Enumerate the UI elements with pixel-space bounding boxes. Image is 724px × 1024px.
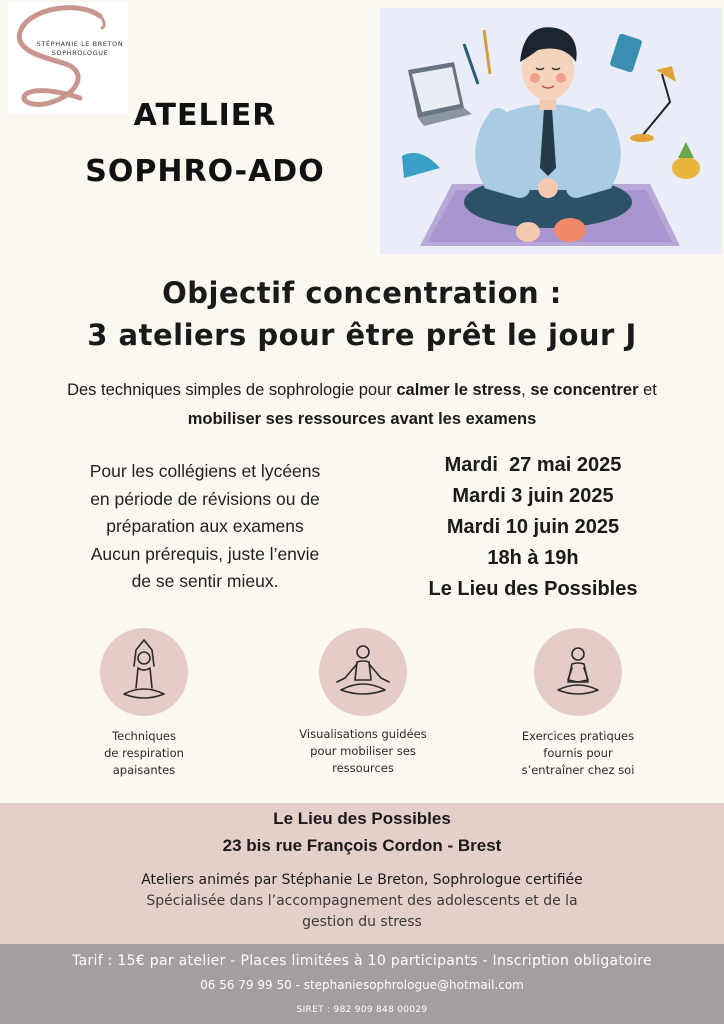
feature-label-line: ressources bbox=[332, 761, 394, 775]
host-info bbox=[60, 870, 664, 933]
feature-label-line: fournis pour bbox=[543, 746, 613, 760]
host-line-2: Spécialisée dans l’accompagnement des adolescents et de la bbox=[146, 893, 578, 909]
schedule-date-2: Mardi 3 juin 2025 bbox=[452, 485, 614, 507]
breathing-pose-icon bbox=[100, 628, 188, 716]
title-line-1: ATELIER bbox=[133, 98, 277, 133]
feature-label-line: Techniques bbox=[112, 729, 176, 743]
logo-subtitle: SOPHROLOGUE bbox=[51, 49, 109, 57]
audience-line: préparation aux examens bbox=[106, 516, 304, 536]
venue bbox=[0, 805, 724, 859]
logo-text bbox=[32, 40, 128, 58]
host-line-1: Ateliers animés par Stéphanie Le Breton, Sophrologue certifiée bbox=[141, 872, 583, 888]
intro-text-1: Des techniques simples de sophrologie pour bbox=[67, 381, 397, 399]
footer-siret: SIRET : 982 909 848 00029 bbox=[296, 1005, 428, 1015]
seated-relax-icon bbox=[534, 628, 622, 716]
footer-tarif: Tarif : 15€ par atelier - Places limitées à 10 participants - Inscription obligatoire bbox=[72, 953, 652, 969]
title-line-2: SOPHRO-ADO bbox=[85, 154, 325, 189]
schedule-time: 18h à 19h bbox=[487, 547, 579, 569]
host-line-3: gestion du stress bbox=[302, 914, 422, 930]
page-title bbox=[60, 88, 350, 200]
meditating-student-icon bbox=[380, 8, 722, 254]
intro-text-3: et bbox=[638, 381, 657, 399]
feature-label-line: Visualisations guidées bbox=[299, 727, 427, 741]
feature-label bbox=[273, 726, 453, 777]
feature-label-line: Exercices pratiques bbox=[521, 729, 635, 743]
meditation-pose-icon bbox=[319, 628, 407, 716]
headline-line-1: Objectif concentration : bbox=[162, 276, 562, 310]
feature-label-line: s’entraîner chez soi bbox=[521, 763, 635, 777]
schedule-date-1: Mardi 27 mai 2025 bbox=[444, 454, 622, 476]
intro-text-2: , bbox=[521, 381, 531, 399]
feature-label bbox=[54, 728, 234, 779]
logo-name: STÉPHANIE LE BRETON bbox=[36, 40, 124, 48]
feature-exercises bbox=[488, 628, 668, 779]
intro-bold-3: mobiliser ses ressources avant les examens bbox=[187, 410, 537, 428]
feature-label bbox=[488, 728, 668, 779]
audience-line: Pour les collégiens et lycéens bbox=[89, 461, 321, 481]
feature-circle bbox=[534, 628, 622, 716]
feature-breathing bbox=[54, 628, 234, 779]
footer-contact: 06 56 79 99 50 - stephaniesophrologue@hotmail.com bbox=[200, 978, 524, 992]
feature-label-line: pour mobiliser ses bbox=[310, 744, 416, 758]
feature-circle bbox=[100, 628, 188, 716]
audience-text bbox=[40, 458, 370, 596]
headline bbox=[0, 272, 724, 356]
venue-address: 23 bis rue François Cordon - Brest bbox=[222, 836, 502, 855]
feature-label-line: apaisantes bbox=[112, 763, 176, 777]
headline-line-2: 3 ateliers pour être prêt le jour J bbox=[87, 318, 637, 352]
schedule bbox=[400, 450, 666, 605]
schedule-place: Le Lieu des Possibles bbox=[428, 578, 638, 600]
intro-bold-1: calmer le stress bbox=[396, 381, 522, 399]
audience-line: en période de révisions ou de bbox=[90, 488, 320, 509]
intro-bold-2: se concentrer bbox=[530, 381, 639, 399]
feature-circle bbox=[319, 628, 407, 716]
feature-label-line: de respiration bbox=[104, 746, 184, 760]
schedule-date-3: Mardi 10 juin 2025 bbox=[446, 516, 620, 538]
intro-text bbox=[60, 376, 664, 434]
audience-line: Aucun prérequis, juste l’envie bbox=[90, 543, 320, 564]
audience-line: de se sentir mieux. bbox=[131, 571, 279, 591]
venue-name: Le Lieu des Possibles bbox=[273, 809, 451, 828]
hero-illustration bbox=[380, 8, 722, 254]
feature-visualisation bbox=[273, 628, 453, 777]
